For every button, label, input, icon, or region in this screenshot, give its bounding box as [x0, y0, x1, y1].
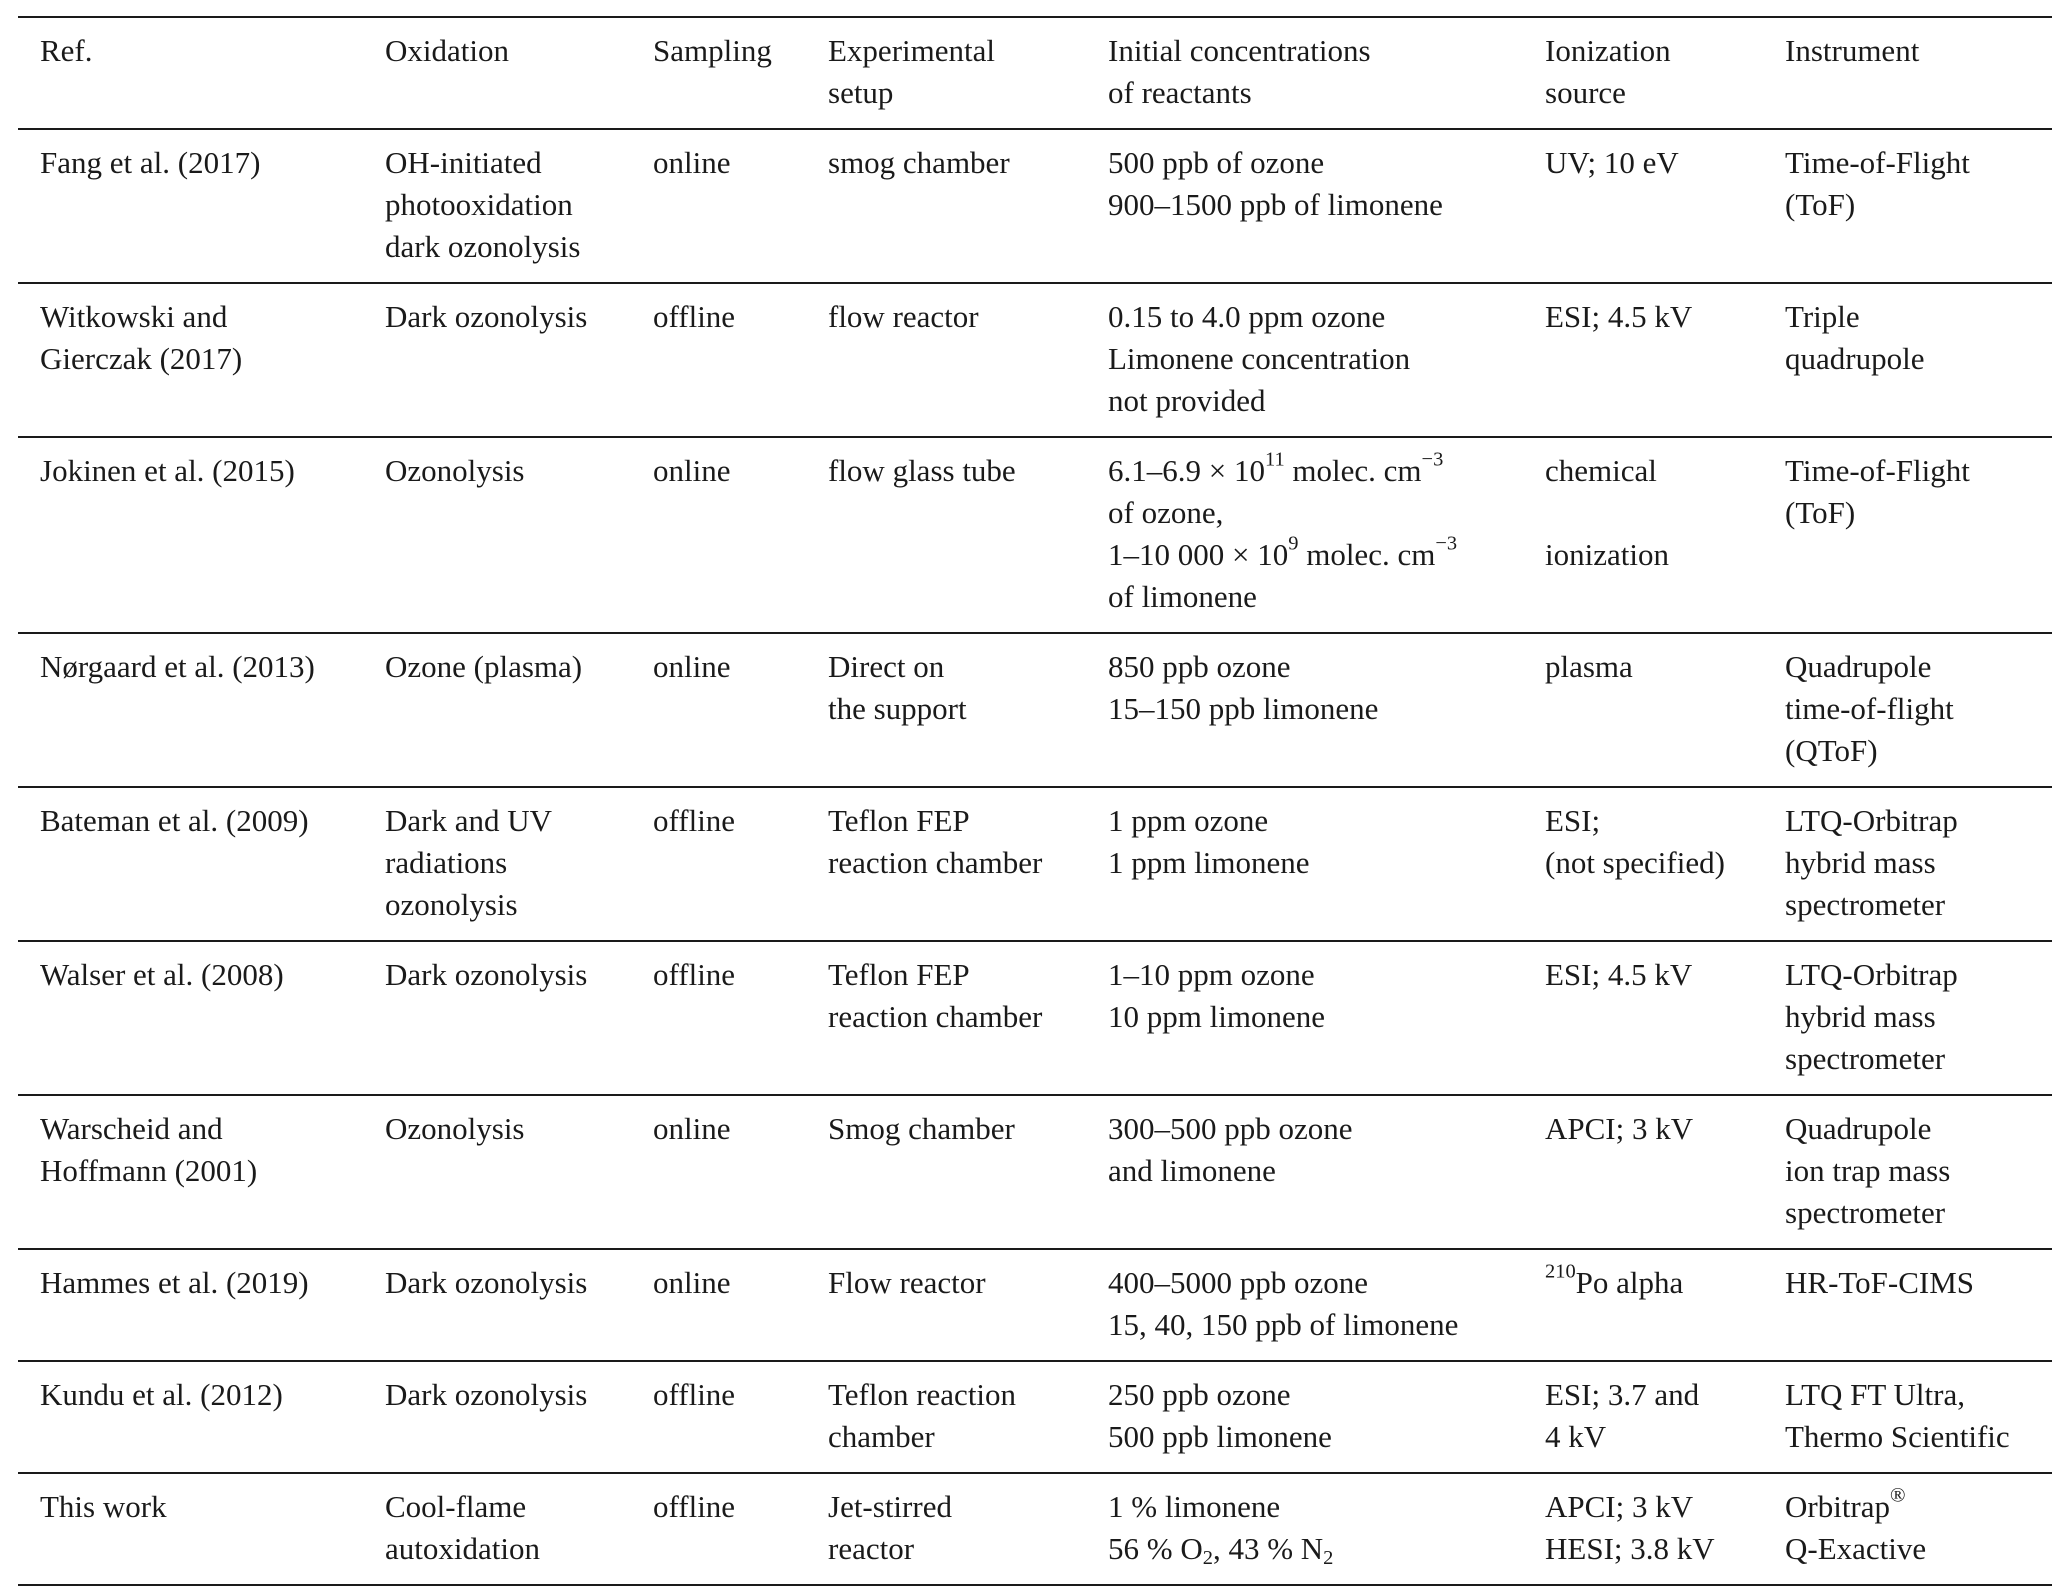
cell-ionization: plasma — [1523, 633, 1763, 787]
comparison-table-container — [18, 16, 2052, 1586]
cell-ref: Hammes et al. (2019) — [18, 1249, 363, 1361]
table-body — [18, 129, 2052, 1585]
table-row — [18, 437, 2052, 633]
table-row — [18, 1095, 2052, 1249]
header-oxidation: Oxidation — [363, 17, 631, 129]
cell-ref: Warscheid and Hoffmann (2001) — [18, 1095, 363, 1249]
table-row — [18, 283, 2052, 437]
cell-instrument: LTQ-Orbitrap hybrid mass spectrometer — [1763, 787, 2052, 941]
cell-sampling: online — [631, 633, 806, 787]
cell-setup: Teflon FEP reaction chamber — [806, 941, 1086, 1095]
cell-ionization: chemical ionization — [1523, 437, 1763, 633]
cell-oxidation: Dark ozonolysis — [363, 283, 631, 437]
cell-ref: Witkowski and Gierczak (2017) — [18, 283, 363, 437]
cell-oxidation: Ozone (plasma) — [363, 633, 631, 787]
cell-concentrations: 1 % limonene 56 % $O_2$, 43 % $N_2$ — [1086, 1473, 1523, 1585]
cell-setup: Smog chamber — [806, 1095, 1086, 1249]
cell-sampling: online — [631, 437, 806, 633]
cell-concentrations: 0.15 to 4.0 ppm ozone Limonene concentration not provided — [1086, 283, 1523, 437]
header-ionization: Ionization source — [1523, 17, 1763, 129]
table-row — [18, 633, 2052, 787]
cell-concentrations: 1–10 ppm ozone 10 ppm limonene — [1086, 941, 1523, 1095]
cell-instrument: Quadrupole ion trap mass spectrometer — [1763, 1095, 2052, 1249]
cell-instrument: Time-of-Flight (ToF) — [1763, 437, 2052, 633]
cell-sampling: offline — [631, 1473, 806, 1585]
cell-concentrations: 300–500 ppb ozone and limonene — [1086, 1095, 1523, 1249]
header-row — [18, 17, 2052, 129]
cell-setup: smog chamber — [806, 129, 1086, 283]
cell-oxidation: Ozonolysis — [363, 437, 631, 633]
cell-ref: Nørgaard et al. (2013) — [18, 633, 363, 787]
cell-instrument: Quadrupole time-of-flight (QToF) — [1763, 633, 2052, 787]
cell-instrument: Orbitrap® Q-Exactive — [1763, 1473, 2052, 1585]
cell-ionization: ESI; 4.5 kV — [1523, 283, 1763, 437]
cell-instrument: Time-of-Flight (ToF) — [1763, 129, 2052, 283]
cell-ionization: ESI; 3.7 and 4 kV — [1523, 1361, 1763, 1473]
cell-ref: Kundu et al. (2012) — [18, 1361, 363, 1473]
cell-ref: Fang et al. (2017) — [18, 129, 363, 283]
cell-ionization: ESI; 4.5 kV — [1523, 941, 1763, 1095]
cell-setup: Teflon FEP reaction chamber — [806, 787, 1086, 941]
cell-oxidation: Ozonolysis — [363, 1095, 631, 1249]
cell-concentrations: 500 ppb of ozone 900–1500 ppb of limonene — [1086, 129, 1523, 283]
cell-instrument: LTQ FT Ultra, Thermo Scientific — [1763, 1361, 2052, 1473]
cell-concentrations: 250 ppb ozone 500 ppb limonene — [1086, 1361, 1523, 1473]
header-ref: Ref. — [18, 17, 363, 129]
cell-instrument: HR-ToF-CIMS — [1763, 1249, 2052, 1361]
cell-oxidation: OH-initiated photooxidation dark ozonolysis — [363, 129, 631, 283]
cell-instrument: Triple quadrupole — [1763, 283, 2052, 437]
table-row — [18, 1473, 2052, 1585]
cell-sampling: offline — [631, 787, 806, 941]
cell-ionization: $^{210}$Po alpha — [1523, 1249, 1763, 1361]
table-row — [18, 787, 2052, 941]
header-sampling: Sampling — [631, 17, 806, 129]
cell-oxidation: Dark and UV radiations ozonolysis — [363, 787, 631, 941]
header-setup: Experimental setup — [806, 17, 1086, 129]
table-header — [18, 17, 2052, 129]
cell-concentrations: 400–5000 ppb ozone 15, 40, 150 ppb of limonene — [1086, 1249, 1523, 1361]
cell-setup: Direct on the support — [806, 633, 1086, 787]
cell-ionization: ESI; (not specified) — [1523, 787, 1763, 941]
cell-ionization: APCI; 3 kV — [1523, 1095, 1763, 1249]
header-concentrations: Initial concentrations of reactants — [1086, 17, 1523, 129]
cell-ref: Walser et al. (2008) — [18, 941, 363, 1095]
cell-ref: This work — [18, 1473, 363, 1585]
cell-concentrations: 1 ppm ozone 1 ppm limonene — [1086, 787, 1523, 941]
cell-setup: flow glass tube — [806, 437, 1086, 633]
cell-oxidation: Dark ozonolysis — [363, 1249, 631, 1361]
table-row — [18, 1249, 2052, 1361]
cell-ref: Bateman et al. (2009) — [18, 787, 363, 941]
cell-oxidation: Cool-flame autoxidation — [363, 1473, 631, 1585]
comparison-table — [18, 16, 2052, 1586]
cell-oxidation: Dark ozonolysis — [363, 941, 631, 1095]
cell-ionization: APCI; 3 kV HESI; 3.8 kV — [1523, 1473, 1763, 1585]
cell-sampling: offline — [631, 1361, 806, 1473]
cell-instrument: LTQ-Orbitrap hybrid mass spectrometer — [1763, 941, 2052, 1095]
cell-oxidation: Dark ozonolysis — [363, 1361, 631, 1473]
table-row — [18, 1361, 2052, 1473]
cell-ref: Jokinen et al. (2015) — [18, 437, 363, 633]
cell-setup: Teflon reaction chamber — [806, 1361, 1086, 1473]
cell-setup: Flow reactor — [806, 1249, 1086, 1361]
cell-sampling: offline — [631, 941, 806, 1095]
cell-concentrations: $6.1-6.9 \times 10^{11}$ molec. $cm^{-3}$ of ozone, 1–10 $000 \times 10^9$ molec. $cm^{-3}$ of limonene — [1086, 437, 1523, 633]
cell-setup: Jet-stirred reactor — [806, 1473, 1086, 1585]
header-instrument: Instrument — [1763, 17, 2052, 129]
cell-sampling: online — [631, 1095, 806, 1249]
table-row — [18, 129, 2052, 283]
cell-ionization: UV; 10 eV — [1523, 129, 1763, 283]
cell-sampling: online — [631, 1249, 806, 1361]
cell-setup: flow reactor — [806, 283, 1086, 437]
cell-sampling: offline — [631, 283, 806, 437]
cell-sampling: online — [631, 129, 806, 283]
cell-concentrations: 850 ppb ozone 15–150 ppb limonene — [1086, 633, 1523, 787]
table-row — [18, 941, 2052, 1095]
